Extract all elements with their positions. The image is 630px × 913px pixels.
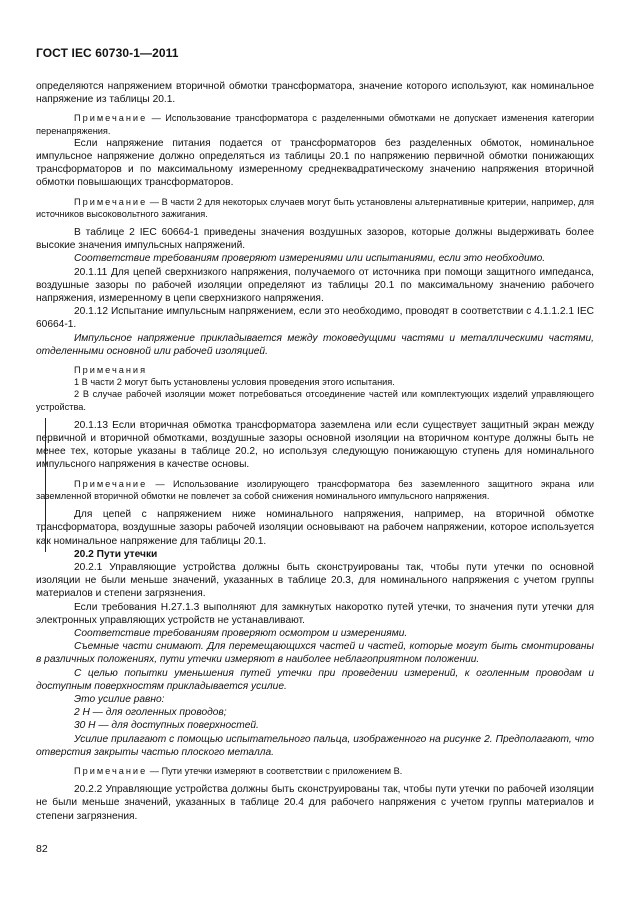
note: Примечание — В части 2 для некоторых случаев могут быть установлены альтернативные критерии, например, для источников высоковольтного зажигания. — [36, 196, 594, 219]
paragraph: Это усилие равно: — [74, 693, 165, 705]
note: Примечание — Пути утечки измеряют в соответствии с приложением В. — [74, 765, 403, 776]
paragraph: Если требования Н.27.1.3 выполняют для замкнутых накоротко путей утечки, то значения пути утечки для электронных управляющих устройств не устанавливают. — [36, 601, 594, 626]
clause-20-1-12: 20.1.12 Испытание импульсным напряжением, если это необходимо, проводят в соответствии с 4.1.1.2.1 IEC 60664-1. — [36, 306, 594, 331]
note: Примечание — Использование трансформатора с разделенными обмотками не допускает изменения категории перенапряжения. — [36, 113, 594, 136]
document-header: ГОСТ IEC 60730-1—2011 — [36, 46, 179, 60]
clause-20-2-2: 20.2.2 Управляющие устройства должны быть сконструированы так, чтобы пути утечки по рабочей изоляции не были меньше значений, указанных в таблице 20.4 для рабочего напряжения с учетом группы материалов и степени загрязнения. — [36, 784, 594, 822]
section-heading: 20.2 Пути утечки — [74, 548, 158, 560]
list-item: 2 Н — для оголенных проводов; — [74, 707, 227, 719]
paragraph: Съемные части снимают. Для перемещающихся частей и частей, которые могут быть смонтированы в различных положениях, пути утечки измеряют в наиболее неблагоприятном положении. — [36, 641, 594, 666]
clause-20-1-11: 20.1.11 Для цепей сверхнизкого напряжения, получаемого от источника при помощи защитного импеданса, воздушные зазоры по рабочей изоляции определяют из таблицы 20.1 по максимальному значению рабочего напряжения, измеренному в цепи сверхнизкого напряжения. — [36, 266, 594, 305]
paragraph: Соответствие требованиям проверяют осмотром и измерениями. — [74, 627, 408, 639]
note-item: 2 В случае рабочей изоляции может потребоваться отсоединение частей или комплектующих изделий управляющего устройства. — [36, 389, 594, 412]
note-label: Примечание — [74, 113, 148, 124]
note-label: Примечание — [74, 765, 148, 776]
note-label: Примечание — [74, 478, 148, 489]
paragraph: С целью попытки уменьшения путей утечки при проведении измерений, к оголенным проводам и доступным поверхностям прикладывается усилие. — [36, 667, 594, 692]
list-item: 30 Н — для доступных поверхностей. — [74, 720, 259, 732]
paragraph: определяются напряжением вторичной обмотки трансформатора, значение которого используют, как номинальное напряжение из таблицы 20.1. — [36, 81, 594, 106]
page-number: 82 — [36, 843, 48, 855]
note: Примечание — Использование изолирующего трансформатора без заземленного защитного экрана или заземленной вторичной обмотки не повлечет за собой снижения номинального импульсного напряжения. — [36, 478, 594, 501]
paragraph: Усилие прилагают с помощью испытательного пальца, изображенного на рисунке 2. Предполагают, что отверстия закрыты частью плоского металла. — [36, 733, 594, 758]
notes-label: Примечания — [74, 365, 148, 376]
paragraph: Если напряжение питания подается от трансформаторов без разделенных обмоток, номинальное импульсное напряжение должно определяться из таблицы 20.1 по напряжению первичной обмотки понижающих трансформаторов и по максимальному измеренному среднеквадратическому значению напряжения вторичной обмотки повышающих трансформаторов. — [36, 137, 594, 189]
paragraph: Для цепей с напряжением ниже номинального напряжения, например, на вторичной обмотке трансформатора, воздушные зазоры рабочей изоляции основывают на рабочем напряжении, которое используется как номинальное напряжение для таблицы 20.1. — [36, 509, 594, 547]
page-body — [36, 80, 594, 823]
note-label: Примечание — [74, 196, 148, 207]
paragraph: Импульсное напряжение прикладывается между токоведущими частями и металлическими частями, отделенными основной или рабочей изоляцией. — [36, 332, 594, 357]
paragraph: В таблице 2 IEC 60664-1 приведены значения воздушных зазоров, которые должны выдерживать более высокие значения импульсных напряжений. — [36, 227, 594, 252]
clause-20-2-1: 20.2.1 Управляющие устройства должны быть сконструированы так, чтобы пути утечки по основной изоляции не были меньше значений, указанных в таблице 20.3, для номинального напряжения с учетом группы материалов и степени загрязнения. — [36, 561, 594, 600]
clause-20-1-13: 20.1.13 Если вторичная обмотка трансформатора заземлена или если существует защитный экран между первичной и вторичной обмотками, воздушные зазоры основной изоляции на вторичном контуре должны быть не менее тех, которые указаны в таблице 20.2, но используя следующую понижающую ступень для номинального импульсного напряжения в качестве основы. — [36, 419, 594, 471]
paragraph: Соответствие требованиям проверяют измерениями или испытаниями, если это необходимо. — [74, 253, 546, 265]
note-item: 1 В части 2 могут быть установлены условия проведения этого испытания. — [74, 377, 395, 388]
